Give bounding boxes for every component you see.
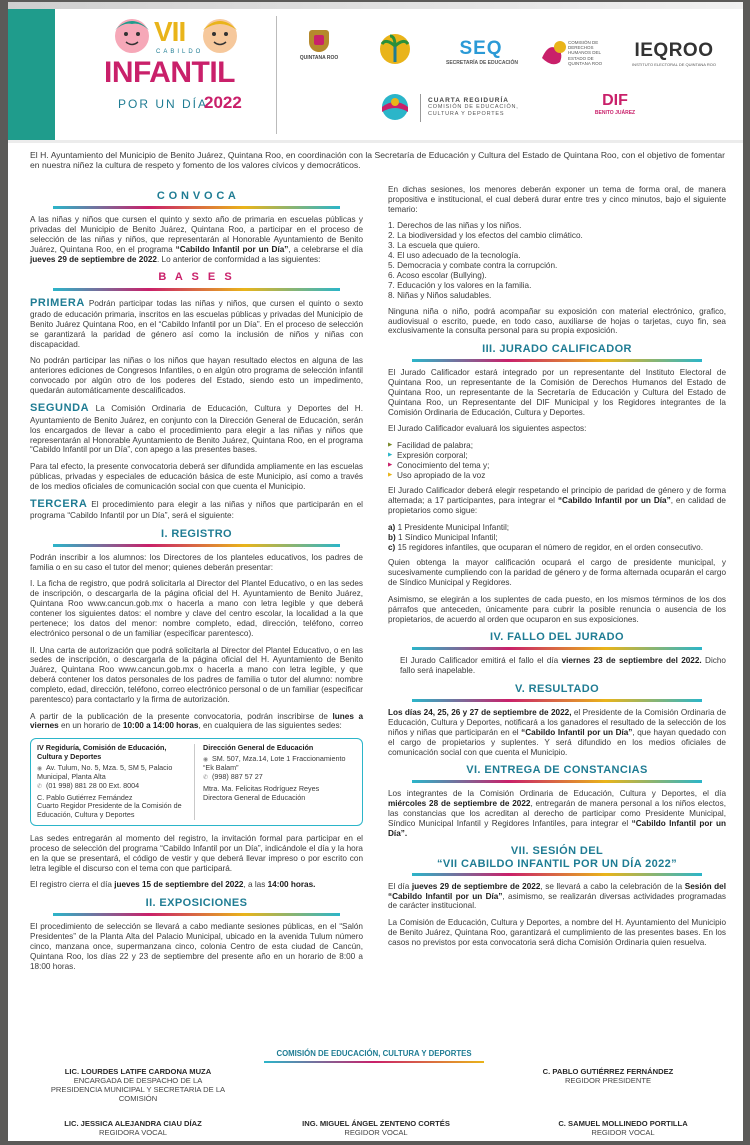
cargo-item: c) 15 regidores infantiles, que ocuparan el número de regidor, en el orden consecutivo.: [388, 542, 703, 552]
logo-year: 2022: [204, 93, 242, 112]
temario-item: 5. Democracia y combate contra la corrupción.: [388, 260, 558, 270]
location-pin-icon: ◉: [203, 756, 209, 763]
jurado-paragraph-3: El Jurado Calificador deberá elegir respetando el principio de paridad de género y de forma alternada; a 17 participantes, para integrar el “Cabildo Infantil por un Día”, en calidad de propietarios como sigue:: [388, 486, 726, 516]
sesiones-paragraph: En dichas sesiones, los menores deberán exponer un tema de forma oral, de manera propositiva e institucional, el cual deberá durar entre tres y cinco minutos, bajo el siguiente temario:: [388, 185, 726, 214]
convoca-heading: C O N V O C A: [30, 190, 363, 209]
heading-underline: [412, 699, 703, 702]
commission-title: COMISIÓN DE EDUCACIÓN, CULTURA Y DEPORTES: [264, 1049, 484, 1063]
registro-item-i: I. La ficha de registro, que podrá solicitarla al Director del Plantel Educativo, o en las sedes de inscripción, o descargarla de la página oficial del H. Ayuntamiento de Benito Juárez, Quintana Roo www.cancun.gob.mx o hacerla a mano con letra legible y que deberá contener los siguientes datos: el nombre y clave del centro escolar, la localidad a la que pertenece; los datos del menor: nombre completo, edad, dirección, teléfono, correo electrónico personal o de un familiar (especificar parentesco).: [30, 579, 363, 639]
fallo-heading: IV. FALLO DEL JURADO: [388, 631, 726, 650]
sun-emblem-icon: [380, 92, 410, 122]
registration-offices-box: [30, 738, 363, 826]
logo-cabildo: CABILDO: [156, 49, 204, 55]
palm-tree-icon: [378, 32, 412, 66]
convoca-paragraph: A las niñas y niños que cursen el quinto y sexto año de primaria en escuelas públicas y privadas del Municipio de Benito Juárez, Quintana Roo, a participar en el proceso de selección de las niñas y niños, que representarán al Honorable Ayuntamiento de Benito Juárez, Quintana Roo, en el programa “Cabildo Infantil por un Día”, a celebrarse el día jueves 29 de septiembre de 2022. Lo anterior de conformidad a las siguientes:: [30, 215, 363, 264]
location-pin-icon: ◉: [37, 765, 43, 772]
heading-underline: [412, 873, 703, 876]
segunda-paragraph: SEGUNDA La Comisión Ordinaria de Educación, Cultura y Deportes del H. Ayuntamiento de Benito Juárez, en conjunto con la Dirección General de Educación, serán los encargados de llevar a cabo el procedimiento para elegir a las niñas y niños que representarán al Honorable Ayuntamiento de Benito Juárez, Quintana Roo, en el programa “Cabildo Infantil por un Día”, con apego a las presentes bases.: [30, 402, 363, 455]
top-strip: [8, 2, 743, 9]
logo-infantil: INFANTIL: [104, 56, 235, 89]
state-logo: [373, 32, 417, 71]
aspecto-item: ▶ Conocimiento del tema y;: [388, 461, 726, 471]
phone-icon: ✆: [203, 775, 209, 782]
left-column: [30, 185, 363, 978]
derechos-humanos-logo: COMISIÓN DE DERECHOS HUMANOS DEL ESTADO DE QUINTANA ROO: [538, 38, 616, 68]
registro-heading: I. REGISTRO: [30, 528, 363, 547]
sesiones-paragraph-2: Ninguna niña o niño, podrá acompañar su exposición con material electrónico, grafico, audiovisual o escrito, puede, en todo caso, auxiliarse de hojas o tarjetas, cuyo fin, sea exclusivamente la consulta personal para su propia exposición.: [388, 306, 726, 336]
segunda-paragraph-2: Para tal efecto, la presente convocatoria deberá ser difundida ampliamente en las escuelas públicas, privadas y especiales de educación básica de este Municipio, así como a través de los medios oficiales de comunicación social con que cuenta el Municipio.: [30, 461, 363, 491]
exposiciones-heading: II. EXPOSICIONES: [30, 897, 363, 916]
aspecto-item: ▶ Expresión corporal;: [388, 451, 726, 461]
jurado-paragraph-5: Asimismo, se elegirán a los suplentes de cada puesto, en los mismos términos de los dos párrafos que anteceden, únicamente para cubrir la posible renuncia o ausencia de los propietarios, de acuerdo al orden que ocuparon en sus exposiciones.: [388, 594, 726, 624]
signature-mollinedo: C. SAMUEL MOLLINEDO PORTILLA REGIDOR VOCAL: [558, 1119, 688, 1138]
primera-paragraph-2: No podrán participar las niñas o los niños que hayan resultado electos en alguna de las anteriores ediciones de Congresos Infantiles, o en algún otro programa de selección infantil convocado por algún otro de los poderes del Estado, siendo esto un impedimento, quedarán automáticamente descalificados.: [30, 356, 363, 395]
logo-por-un-dia: POR UN DÍA: [118, 97, 209, 111]
sesion-paragraph: El día jueves 29 de septiembre de 2022, se llevará a cabo la celebración de la Sesión del “Cabildo Infantil por un Día”, asimismo, se realizarán diversas actividades programadas de carácter institucional.: [388, 881, 727, 911]
convocatoria-body: [8, 143, 743, 1141]
commission-underline: [264, 1061, 484, 1063]
signature-cardona: LIC. LOURDES LATIFE CARDONA MUZA ENCARGADA DE DESPACHO DE LA PRESIDENCIA MUNICIPAL Y SECRETARIA DE LA COMISIÓN: [50, 1067, 226, 1104]
jurado-paragraph: El Jurado Calificador estará integrado por un representante del Instituto Electoral de Quintana Roo, un representante de la Comisión de Derechos Humanos del Estado de Quintana Roo, un representante de la Secretaría de Educación y Cultura del Estado de Quintana Roo, un Representante del DIF Municipal y los Regidores integrantes de la Comisión Ordinaria de Educación, Cultura y Deportes.: [388, 368, 726, 417]
aspecto-item: ▶ Uso apropiado de la voz: [388, 471, 726, 481]
temario-item: 4. El uso adecuado de la tecnología.: [388, 251, 521, 261]
primera-paragraph: PRIMERA Podrán participar todas las niñas y niños, que cursen el quinto o sexto grado de educación primaria, inscritos en las escuelas públicas y privadas del Municipio de Benito Juárez Quintana Roo, en el “Cabildo Infantil por un Día”. En el proceso de selección se garantizará la paridad de género así como la inclusión de niños y niñas con discapacidad.: [30, 296, 363, 349]
phone-icon: ✆: [37, 784, 43, 791]
heading-underline: [53, 544, 339, 547]
registro-item-ii: II. Una carta de autorización que podrá solicitarla al Director del Plantel Educativo, o en las sedes de inscripción, o descargarla de la página oficial del H. Ayuntamiento de Benito Juárez, Quintana Roo www.cancun.gob.mx o hacerla a mano con letra legible, y que deberá contener los datos personales de los padres de familia o tutor del alumno: nombre completo, edad, dirección, teléfono, correo electrónico personal o de un familiar (especificar parentesco) para contactarlo y la firma de autorización.: [30, 645, 363, 705]
fallo-paragraph: El Jurado Calificador emitirá el fallo el día viernes 23 de septiembre del 2022. Dicho fallo será inapelable.: [400, 656, 726, 676]
cabildo-infantil-logo: [96, 16, 256, 128]
temario-item: 1. Derechos de las niñas y los niños.: [388, 221, 522, 231]
dif-logo: DIF BENITO JUÁREZ: [594, 92, 636, 116]
logo-vii: VII: [154, 16, 186, 47]
cargo-item: b) 1 Síndico Municipal Infantil;: [388, 532, 498, 542]
temario-item: 8. Niñas y Niños saludables.: [388, 290, 492, 300]
signature-gutierrez: C. PABLO GUTIÉRREZ FERNÁNDEZ REGIDOR PRESIDENTE: [542, 1067, 674, 1086]
sesion-heading: VII. SESIÓN DEL “VII CABILDO INFANTIL POR UN DÍA 2022”: [388, 845, 726, 875]
resultado-heading: V. RESULTADO: [388, 683, 726, 702]
registro-invitation: Las sedes entregarán al momento del registro, la invitación formal para participar en el proceso de selección del programa “Cabildo Infantil por un Día”, indicándole el día y la hora en la que se presentará, el código de vestir y que deberá llevar impreso o por escrito con letra legible el discurso con el tema con que participará.: [30, 834, 363, 874]
heading-underline: [53, 913, 339, 916]
jurado-paragraph-2: El Jurado Calificador evaluará los siguientes aspectos:: [388, 424, 587, 434]
heading-underline: [53, 288, 339, 291]
exposiciones-paragraph: El procedimiento de selección se llevará a cabo mediante sesiones públicas, en el “Salón Presidentes” de la Planta Alta del Palacio Municipal, ubicado en la avenida Tulum número cinco, manzana once, supermanzana cinco, colonia Centro de esta ciudad de Cancún, Quintana Roo, los días 22 y 23 de septiembre del presente año en un horario de 8:00 a 18:00 horas.: [30, 922, 363, 971]
temario-item: 3. La escuela que quiero.: [388, 241, 480, 251]
heading-underline: [412, 359, 703, 362]
quintana-roo-logo: QUINTANA ROO: [290, 30, 348, 61]
signatures-block: [8, 1049, 743, 1141]
shield-icon: [309, 30, 329, 52]
jurado-heading: III. JURADO CALIFICADOR: [388, 343, 726, 362]
entrega-heading: VI. ENTREGA DE CONSTANCIAS: [388, 764, 726, 783]
seq-logo: SEQ SECRETARÍA DE EDUCACIÓN: [446, 38, 518, 66]
regiduria-block: CUARTA REGIDURÍA COMISIÓN DE EDUCACIÓN, CULTURA Y DEPORTES: [428, 97, 519, 117]
temario-list: [388, 221, 726, 300]
aspectos-list: [388, 441, 726, 481]
jurado-paragraph-4: Quien obtenga la mayor calificación ocupará el cargo de presidente municipal, y sucesivamente cumpliendo con la paridad de género y de forma alternada ocuparán el cargo de Síndico Municipal y Regidores.: [388, 558, 726, 588]
teal-side-bar: [8, 9, 55, 140]
convocatoria-sheet: [8, 2, 743, 1141]
right-column: [388, 185, 726, 954]
municipio-logo: [373, 92, 417, 127]
heading-underline: [412, 780, 703, 783]
resultado-paragraph: Los días 24, 25, 26 y 27 de septiembre de 2022, el Presidente de la Comisión Ordinaria de Educación, Cultura y Deportes, notificará a los ganadores el resultado de la selección de los niños y niñas que participarán en el “Cabildo Infantil por un Día”, que hayan quedado con el cargo de propietarios y suplentes. Y será difundido en los medios oficiales de comunicación social con que cuenta el Municipio.: [388, 707, 726, 757]
intro-paragraph: El H. Ayuntamiento del Municipio de Benito Juárez, Quintana Roo, en coordinación con la Secretaría de Educación y Cultura del Estado de Quintana Roo, con el objetivo de fomentar en nuestra niñez la cultura de respeto y fomento de los valores cívicos y democráticos.: [30, 150, 725, 171]
registro-schedule: A partir de la publicación de la presente convocatoria, podrán inscribirse de lunes a viernes en un horario de 10:00 a 14:00 horas, en cualquiera de las siguientes sedes:: [30, 711, 363, 731]
registro-paragraph: Podrán inscribir a los alumnos: los Directores de los planteles educativos, los padres de familia o en su caso el tutor del menor; quienes deberán presentar:: [30, 553, 363, 573]
temario-item: 6. Acoso escolar (Bullying).: [388, 270, 487, 280]
aspecto-item: ▶ Facilidad de palabra;: [388, 441, 726, 451]
ieqroo-logo: IEQROO INSTITUTO ELECTORAL DE QUINTANA ROO: [632, 40, 716, 67]
bases-heading: B A S E S: [30, 271, 363, 290]
entrega-paragraph: Los integrantes de la Comisión Ordinaria de Educación, Cultura y Deportes, el día miércoles 28 de septiembre de 2022, entregarán de manera personal a los niños electos, las constancias que los acreditan al derecho de participar como Presidente Municipal, Síndico Municipal Infantil y Regidores Infantiles, para integrar el “Cabildo Infantil por un Día”.: [388, 789, 726, 839]
cargos-list: [388, 523, 726, 553]
office-direccion-educacion: Dirección General de Educación ◉ SM. 507, Mza.14, Lote 1 Fraccionamiento “Ek Balam” ✆ (998) 887 57 27 Mtra. Ma. Felicitas Rodríguez Reyes Directora General de Educación: [194, 744, 356, 820]
header-divider: [276, 16, 277, 134]
registro-close: El registro cierra el día jueves 15 de septiembre del 2022, a las 14:00 horas.: [30, 880, 316, 890]
signature-ciau: LIC. JESSICA ALEJANDRA CIAU DÍAZ REGIDORA VOCAL: [64, 1119, 202, 1138]
heading-underline: [53, 206, 339, 209]
temario-item: 7. Educación y los valores en la familia.: [388, 280, 532, 290]
tercera-paragraph: TERCERA El procedimiento para elegir a las niñas y niños que participarán en el programa “Cabildo Infantil por un Día”, será el siguiente:: [30, 498, 363, 521]
cargo-item: a) 1 Presidente Municipal Infantil;: [388, 522, 510, 532]
signature-zenteno: ING. MIGUEL ÁNGEL ZENTENO CORTÉS REGIDOR VOCAL: [302, 1119, 450, 1138]
regiduria-divider: [420, 94, 421, 122]
sesion-paragraph-2: La Comisión de Educación, Cultura y Deportes, a nombre del H. Ayuntamiento del Municipio de Benito Juárez, Quintana Roo, garantizará el cumplimiento de las presentes bases. En los casos no previstos por esta convocatoria será dicha Comisión Ordinaria quien resuelva.: [388, 917, 726, 947]
hands-icon: [538, 38, 568, 68]
office-regiduria: IV Regiduría, Comisión de Educación, Cultura y Deportes ◉ Av. Tulum, No. 5, Mza. 5, SM 5, Palacio Municipal, Planta Alta ✆ (01 998) 881 28 00 Ext. 8004 C. Pablo Gutiérrez Fernández Cuarto Regidor Presidente de la Comisión de Educación, Cultura y Deportes: [37, 742, 182, 820]
heading-underline: [412, 647, 703, 650]
temario-item: 2. La biodiversidad y los efectos del cambio climático.: [388, 231, 583, 241]
